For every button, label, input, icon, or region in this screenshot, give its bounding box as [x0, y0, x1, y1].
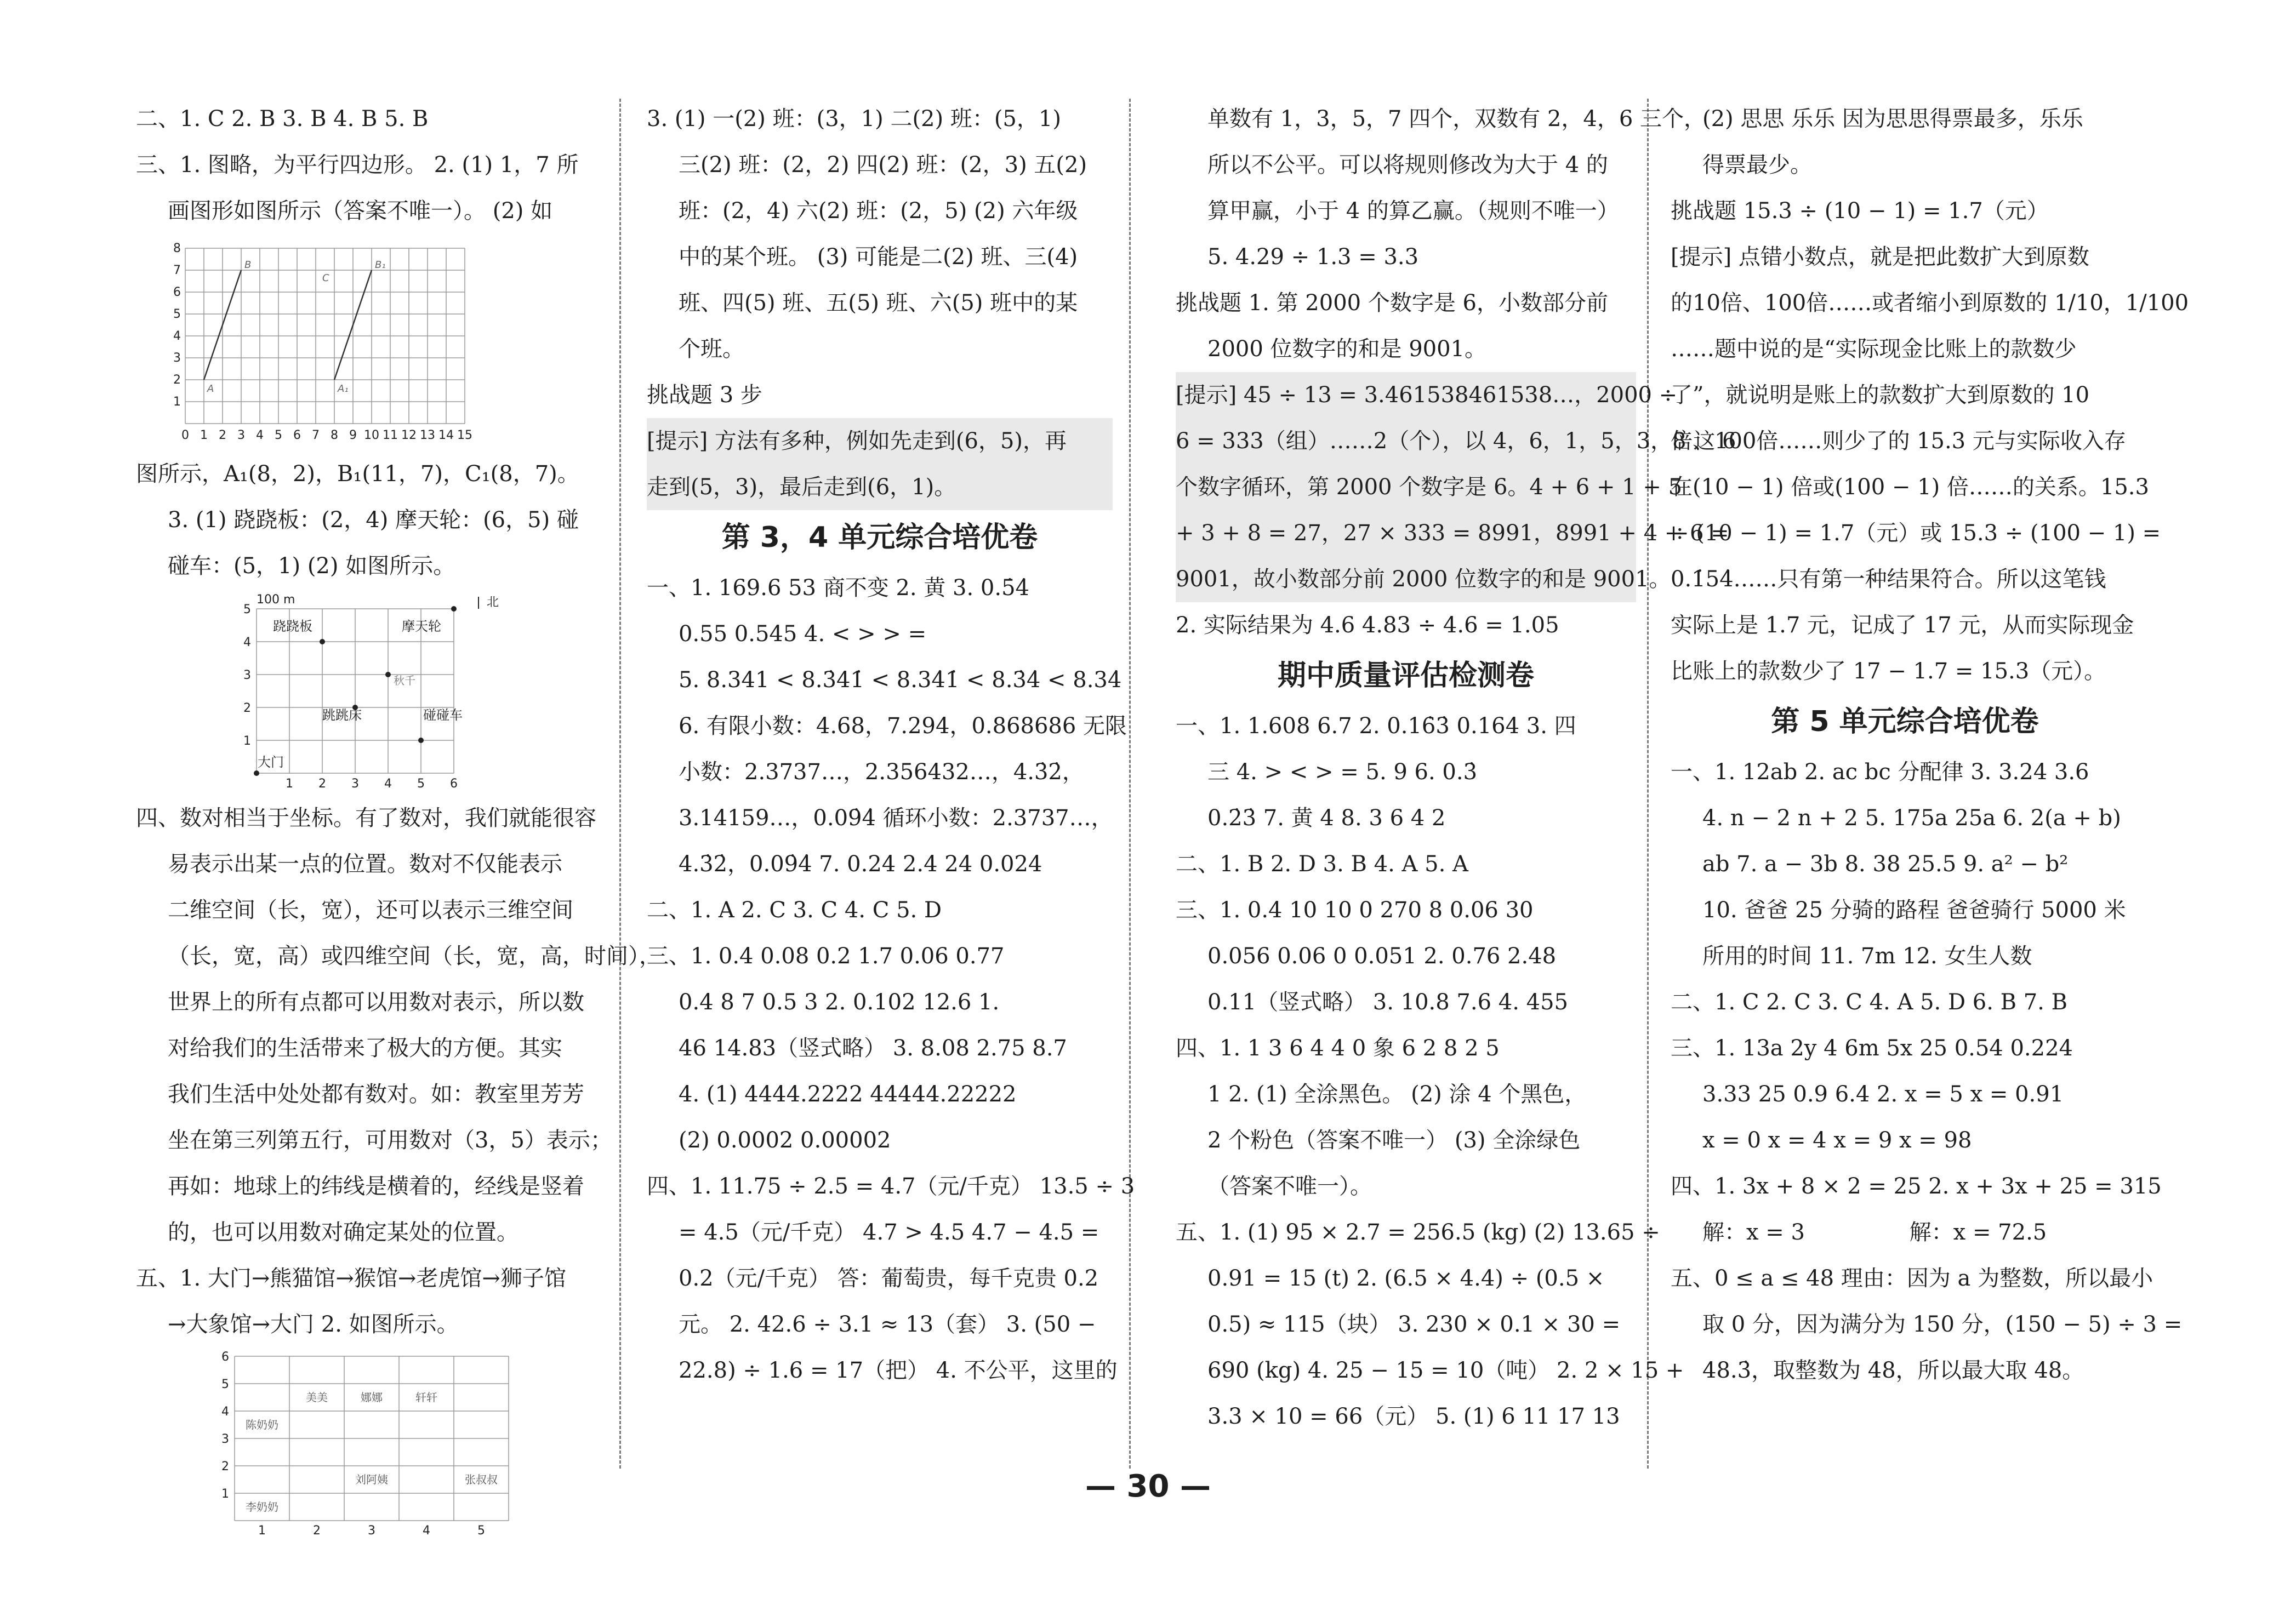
- hint-line: 了”，就说明是账上的款数扩大到原数的 10: [1671, 382, 2090, 408]
- place-label: 碰碰车: [423, 707, 463, 723]
- answer-line: 班、四(5) 班、五(5) 班、六(5) 班中的某: [679, 290, 1078, 316]
- answer-line: 4.3̇2̇，0.09̇4̇ 7. 0.24 2.4 24 0.024: [679, 852, 1042, 877]
- north-indicator: 北: [487, 596, 499, 609]
- answer-line: 3.33 25 0.9 6.4 2. x = 5 x = 0.91: [1702, 1082, 2064, 1107]
- answer-line: = 4.5（元/千克） 4.7 > 4.5 4.7 − 4.5 =: [679, 1220, 1099, 1245]
- answer-line: 46 14.83（竖式略） 3. 8.08 2.75 8.7: [679, 1036, 1067, 1061]
- answer-line: ab 7. a − 3b 8. 38 25.5 9. a² − b²: [1702, 852, 2069, 877]
- answer-column-1: [136, 96, 661, 1543]
- x-tick-label: 3: [368, 1524, 375, 1537]
- answer-line: 元。 2. 42.6 ÷ 3.1 ≈ 13（套） 3. (50 −: [679, 1312, 1096, 1337]
- answer-line: 3. (1) 一(2) 班：(3，1) 二(2) 班：(5，1): [647, 106, 1061, 132]
- column-divider-2: [1129, 99, 1131, 1469]
- point-label: B: [244, 259, 252, 271]
- y-tick-label: 2: [243, 701, 251, 715]
- answer-line: 一、1. 169.6 53 商不变 2. 黄 3. 0.5̇4̇: [647, 575, 1029, 601]
- challenge-answer: 挑战题 1. 第 2000 个数字是 6，小数部分前: [1176, 290, 1608, 316]
- section-heading: 第 3，4 单元综合培优卷: [721, 521, 1038, 554]
- answer-line: 2. 实际结果为 4.6 4.83 ÷ 4.6 = 1.05: [1176, 613, 1559, 638]
- answer-line: 三(2) 班：(2，2) 四(2) 班：(2，3) 五(2): [679, 152, 1087, 178]
- answer-line: 5. 8.341 < 8.3̇41̇ < 8.34̇1̇ < 8.3̇4̇ < 8.34̇: [679, 667, 1122, 693]
- hint-line: [提示] 方法有多种，例如先走到(6，5)，再: [647, 418, 1113, 464]
- hint-line: + 3 + 8 = 27，27 × 333 = 8991，8991 + 4 + 6 =: [1176, 510, 1636, 556]
- point-label: B₁: [375, 259, 386, 271]
- y-tick-label: 6: [221, 1351, 229, 1364]
- answer-line: 二、1. C 2. C 3. C 4. A 5. D 6. B 7. B: [1671, 990, 2068, 1015]
- answer-line: 碰车：(5，1) (2) 如图所示。: [168, 553, 455, 579]
- x-tick-label: 6: [293, 429, 301, 442]
- answer-line: 二、1. B 2. D 3. B 4. A 5. A: [1176, 852, 1468, 877]
- figure-translation-grid: [163, 237, 514, 446]
- answer-line: 的，也可以用数对确定某处的位置。: [168, 1220, 519, 1245]
- x-tick-label: 8: [331, 429, 338, 442]
- answer-line: 五、0 ≤ a ≤ 48 理由：因为 a 为整数，所以最小: [1671, 1266, 2153, 1291]
- x-tick-label: 3: [351, 777, 359, 790]
- answer-line: 解：x = 3 解：x = 72.5: [1702, 1220, 2047, 1245]
- hint-line: [提示] 点错小数点，就是把此数扩大到原数: [1671, 244, 2089, 270]
- answer-line: 3.14159…，0.09̇4̇ 循环小数：2.3737…，: [679, 806, 1113, 831]
- x-tick-label: 1: [200, 429, 208, 442]
- point-label: A₁: [338, 383, 349, 395]
- x-tick-label: 5: [477, 1524, 485, 1537]
- y-tick-label: 8: [173, 242, 181, 255]
- answer-line: 我们生活中处处都有数对。如：教室里芳芳: [168, 1082, 584, 1107]
- answer-line: 三 4. > < > = 5. 9 6. 0.3̇: [1207, 759, 1478, 785]
- challenge-answer: 挑战题 3 步: [647, 382, 762, 408]
- answer-line: 个班。: [679, 336, 744, 362]
- answer-line: 取 0 分，因为满分为 150 分，(150 − 5) ÷ 3 =: [1702, 1312, 2183, 1337]
- x-tick-label: 2: [313, 1524, 321, 1537]
- map-scale-label: 100 m: [257, 593, 295, 607]
- x-tick-label: 4: [423, 1524, 430, 1537]
- answer-line: 2 个粉色（答案不唯一） (3) 全涂绿色: [1207, 1128, 1581, 1153]
- answer-line: 一、1. 12ab 2. ac bc 分配律 3. 3.24 3.6: [1671, 759, 2089, 785]
- x-tick-label: 6: [450, 777, 458, 790]
- answer-line: 图所示，A₁(8，2)，B₁(11，7)，C₁(8，7)。: [136, 461, 579, 487]
- answer-line: 再如：地球上的纬线是横着的，经线是竖着: [168, 1174, 584, 1199]
- place-label: 大门: [258, 755, 284, 770]
- x-tick-label: 0: [181, 429, 189, 442]
- y-tick-label: 4: [173, 329, 181, 343]
- answer-line: 对给我们的生活带来了极大的方便。其实: [168, 1036, 562, 1061]
- answer-line: 0.056 0.06 0 0.051 2. 0.76 2.48: [1207, 944, 1557, 969]
- answer-line: 坐在第三列第五行，可用数对（3，5）表示；: [168, 1128, 612, 1153]
- answer-line: 中的某个班。 (3) 可能是二(2) 班、三(4): [679, 244, 1078, 270]
- page-number: — 30 —: [1085, 1469, 1211, 1504]
- seat-name: 美美: [306, 1391, 328, 1404]
- answer-line: 所用的时间 11. 7m 12. 女生人数: [1702, 944, 2032, 969]
- y-tick-label: 3: [221, 1432, 229, 1446]
- answer-line: 一、1. 1.608 6.7 2. 0.16̇3̇ 0.164 3. 四: [1176, 713, 1576, 739]
- y-tick-label: 4: [243, 636, 251, 649]
- answer-line: 三、1. 0.4 10 10 0 270 8 0.06 30: [1176, 898, 1534, 923]
- answer-column-4: [1671, 96, 2189, 1394]
- answer-line: 易表示出某一点的位置。数对不仅能表示: [168, 852, 562, 877]
- y-tick-label: 4: [221, 1405, 229, 1419]
- figure-playground-map: [229, 592, 536, 790]
- answer-line: 所以不公平。可以将规则修改为大于 4 的: [1207, 152, 1608, 178]
- y-tick-label: 7: [173, 264, 181, 277]
- seat-name: 轩轩: [415, 1391, 437, 1404]
- answer-line: 四、1. 11.75 ÷ 2.5 = 4.7（元/千克） 13.5 ÷ 3: [647, 1174, 1135, 1199]
- answer-line: 单数有 1，3，5，7 四个，双数有 2，4，6 三个，: [1207, 106, 1706, 132]
- hint-line: 9001，故小数部分前 2000 位数字的和是 9001。: [1176, 556, 1636, 602]
- x-tick-label: 5: [275, 429, 282, 442]
- seat-name: 张叔叔: [465, 1473, 498, 1486]
- column-divider-3: [1647, 99, 1649, 1469]
- x-tick-label: 2: [219, 429, 226, 442]
- x-tick-label: 1: [286, 777, 293, 790]
- hint-line: 倍、100倍……则少了的 15.3 元与实际收入存: [1671, 429, 2126, 454]
- y-tick-label: 5: [221, 1378, 229, 1391]
- point-label: C: [322, 272, 329, 284]
- answer-line: (2) 思思 乐乐 因为思思得票最多，乐乐: [1702, 106, 2083, 132]
- answer-line: 6. 有限小数：4.68，7.294，0.868686 无限: [679, 713, 1127, 739]
- answer-line: 二维空间（长，宽），还可以表示三维空间: [168, 898, 573, 923]
- answer-line: 三、1. 13a 2y 4 6m 5x 25 0.54 0.224: [1671, 1036, 2073, 1061]
- answer-line: 2000 位数字的和是 9001。: [1207, 336, 1487, 362]
- point-label: A: [207, 383, 214, 395]
- seat-name: 李奶奶: [246, 1500, 278, 1514]
- answer-line: 10. 爸爸 25 分骑的路程 爸爸骑行 5000 米: [1702, 898, 2126, 923]
- answer-line: （长，宽，高）或四维空间（长，宽，高，时间），: [168, 944, 661, 969]
- section-heading: 期中质量评估检测卷: [1277, 659, 1534, 692]
- answer-line: (2) 0.0002 0.00002: [679, 1128, 891, 1153]
- hint-line: 比账上的款数少了 17 − 1.7 = 15.3（元）。: [1671, 659, 2106, 684]
- y-tick-label: 3: [243, 669, 251, 682]
- y-tick-label: 5: [173, 307, 181, 321]
- challenge-answer: 挑战题 15.3 ÷ (10 − 1) = 1.7（元）: [1671, 198, 2049, 224]
- answer-line: 0.5) ≈ 115（块） 3. 230 × 0.1 × 30 =: [1207, 1312, 1621, 1337]
- answer-line: 世界上的所有点都可以用数对表示，所以数: [168, 990, 584, 1015]
- answer-line: 1 2. (1) 全涂黑色。 (2) 涂 4 个黑色，: [1207, 1082, 1587, 1107]
- seat-name: 刘阿姨: [355, 1473, 388, 1486]
- section-heading: 第 5 单元综合培优卷: [1771, 705, 2039, 738]
- answer-line: 班：(2，4) 六(2) 班：(2，5) (2) 六年级: [679, 198, 1078, 224]
- answer-line: 3.3 × 10 = 66（元） 5. (1) 6 11 17 13: [1207, 1404, 1620, 1429]
- answer-line: 3. (1) 跷跷板：(2，4) 摩天轮：(6，5) 碰: [168, 507, 579, 533]
- answer-line: 小数：2.3737…，2.356432…，4.3̇2̇，: [679, 759, 1084, 785]
- answer-line: 五、1. (1) 95 × 2.7 = 256.5 (kg) (2) 13.65 ÷: [1176, 1220, 1660, 1245]
- answer-line: 二、1. A 2. C 3. C 4. C 5. D: [647, 898, 942, 923]
- answer-line: 0.4 8 7 0.5 3 2. 0.102 12.6 1.: [679, 990, 1000, 1015]
- answer-line: 0.2̇3̇ 7. 黄 4 8. 3 6 4 2: [1207, 806, 1446, 831]
- answer-line: 5. 4.29 ÷ 1.3 = 3.3: [1207, 244, 1419, 270]
- x-tick-label: 14: [438, 429, 454, 442]
- hint-line: 个数字循环，第 2000 个数字是 6。4 + 6 + 1 + 5: [1176, 464, 1636, 510]
- x-tick-label: 2: [318, 777, 326, 790]
- answer-line: 0.11（竖式略） 3. 10.8 7.6 4. 455: [1207, 990, 1568, 1015]
- y-tick-label: 1: [221, 1487, 229, 1501]
- x-tick-label: 9: [349, 429, 357, 442]
- answer-line: 4. n − 2 n + 2 5. 175a 25a 6. 2(a + b): [1702, 806, 2121, 831]
- y-tick-label: 1: [243, 734, 251, 748]
- answer-line: 五、1. 大门→熊猫馆→猴馆→老虎馆→狮子馆: [136, 1266, 566, 1291]
- x-tick-label: 3: [237, 429, 245, 442]
- y-tick-label: 3: [173, 351, 181, 365]
- hint-line: 0.1̇54̇……只有第一种结果符合。所以这笔钱: [1671, 567, 2106, 592]
- x-tick-label: 5: [417, 777, 425, 790]
- x-tick-label: 4: [256, 429, 264, 442]
- answer-line: （答案不唯一）。: [1207, 1174, 1372, 1199]
- answer-line: →大象馆→大门 2. 如图所示。: [168, 1312, 459, 1337]
- answer-line: 0.91 = 15 (t) 2. (6.5 × 4.4) ÷ (0.5 ×: [1207, 1266, 1605, 1291]
- place-label: 秋千: [394, 674, 415, 687]
- hint-line: 实际上是 1.7 元，记成了 17 元，从而实际现金: [1671, 613, 2134, 638]
- answer-line: 得票最少。: [1702, 152, 1812, 178]
- hint-line: ÷ (10 − 1) = 1.7（元）或 15.3 ÷ (100 − 1) =: [1671, 521, 2161, 546]
- answer-line: 画图形如图所示（答案不唯一）。 (2) 如: [168, 198, 553, 224]
- x-tick-label: 12: [401, 429, 417, 442]
- answer-line: 690 (kg) 4. 25 − 15 = 10（吨） 2. 2 × 15 +: [1207, 1358, 1684, 1383]
- x-tick-label: 15: [457, 429, 472, 442]
- place-label: 摩天轮: [402, 619, 441, 634]
- hint-line: 走到(5，3)，最后走到(6，1)。: [647, 464, 1113, 510]
- answer-column-3: [1176, 96, 1736, 1440]
- x-tick-label: 7: [312, 429, 320, 442]
- answer-line: 48.3̇，取整数为 48，所以最大取 48。: [1702, 1358, 2084, 1383]
- answer-line: 22.8) ÷ 1.6 = 17（把） 4. 不公平，这里的: [679, 1358, 1118, 1383]
- x-tick-label: 13: [420, 429, 435, 442]
- answer-line: 算甲赢，小于 4 的算乙赢。（规则不唯一）: [1207, 198, 1619, 224]
- answer-column-2: [647, 96, 1135, 1394]
- hint-line: 的10倍、100倍……或者缩小到原数的 1/10，1/100: [1671, 290, 2189, 316]
- place-label: 跷跷板: [273, 619, 312, 634]
- column-divider-1: [619, 99, 621, 1469]
- seat-name: 陈奶奶: [246, 1418, 278, 1431]
- answer-line: x = 0 x = 4 x = 9 x = 98: [1702, 1128, 1972, 1153]
- answer-line: 四、数对相当于坐标。有了数对，我们就能很容: [136, 806, 596, 831]
- answer-line: 4. (1) 4444.2222 44444.22222: [679, 1082, 1017, 1107]
- hint-line: [提示] 45 ÷ 13 = 3.461538461538…，2000 ÷: [1176, 372, 1636, 418]
- hint-line: ……题中说的是“实际现金比账上的款数少: [1671, 336, 2077, 362]
- y-tick-label: 1: [173, 395, 181, 409]
- y-tick-label: 5: [243, 603, 251, 616]
- place-label: 跳跳床: [322, 707, 362, 723]
- figure-seat-grid: [213, 1351, 520, 1537]
- hint-line: 6 = 333（组）……2（个），以 4，6，1，5，3，8 这 6: [1176, 418, 1636, 464]
- answer-line: 0.2（元/千克） 答：葡萄贵，每千克贵 0.2: [679, 1266, 1099, 1291]
- x-tick-label: 10: [364, 429, 379, 442]
- x-tick-label: 4: [384, 777, 392, 790]
- answer-line: 三、1. 图略，为平行四边形。 2. (1) 1，7 所: [136, 152, 579, 178]
- x-tick-label: 1: [258, 1524, 266, 1537]
- answer-line: 二、1. C 2. B 3. B 4. B 5. B: [136, 106, 429, 132]
- answer-line: 三、1. 0.4 0.08 0.2 1.7 0.06 0.77: [647, 944, 1005, 969]
- seat-name: 娜娜: [361, 1391, 383, 1404]
- answer-line: 0.55 0.545 4. < > > =: [679, 621, 927, 647]
- y-tick-label: 2: [221, 1460, 229, 1474]
- y-tick-label: 2: [173, 373, 181, 387]
- answer-line: 四、1. 1 3 6 4 4 0 象 6 2 8 2 5: [1176, 1036, 1500, 1061]
- x-tick-label: 11: [383, 429, 398, 442]
- answer-line: 四、1. 3x + 8 × 2 = 25 2. x + 3x + 25 = 315: [1671, 1174, 2162, 1199]
- hint-line: 在(10 − 1) 倍或(100 − 1) 倍……的关系。15.3: [1671, 475, 2149, 500]
- y-tick-label: 6: [173, 285, 181, 299]
